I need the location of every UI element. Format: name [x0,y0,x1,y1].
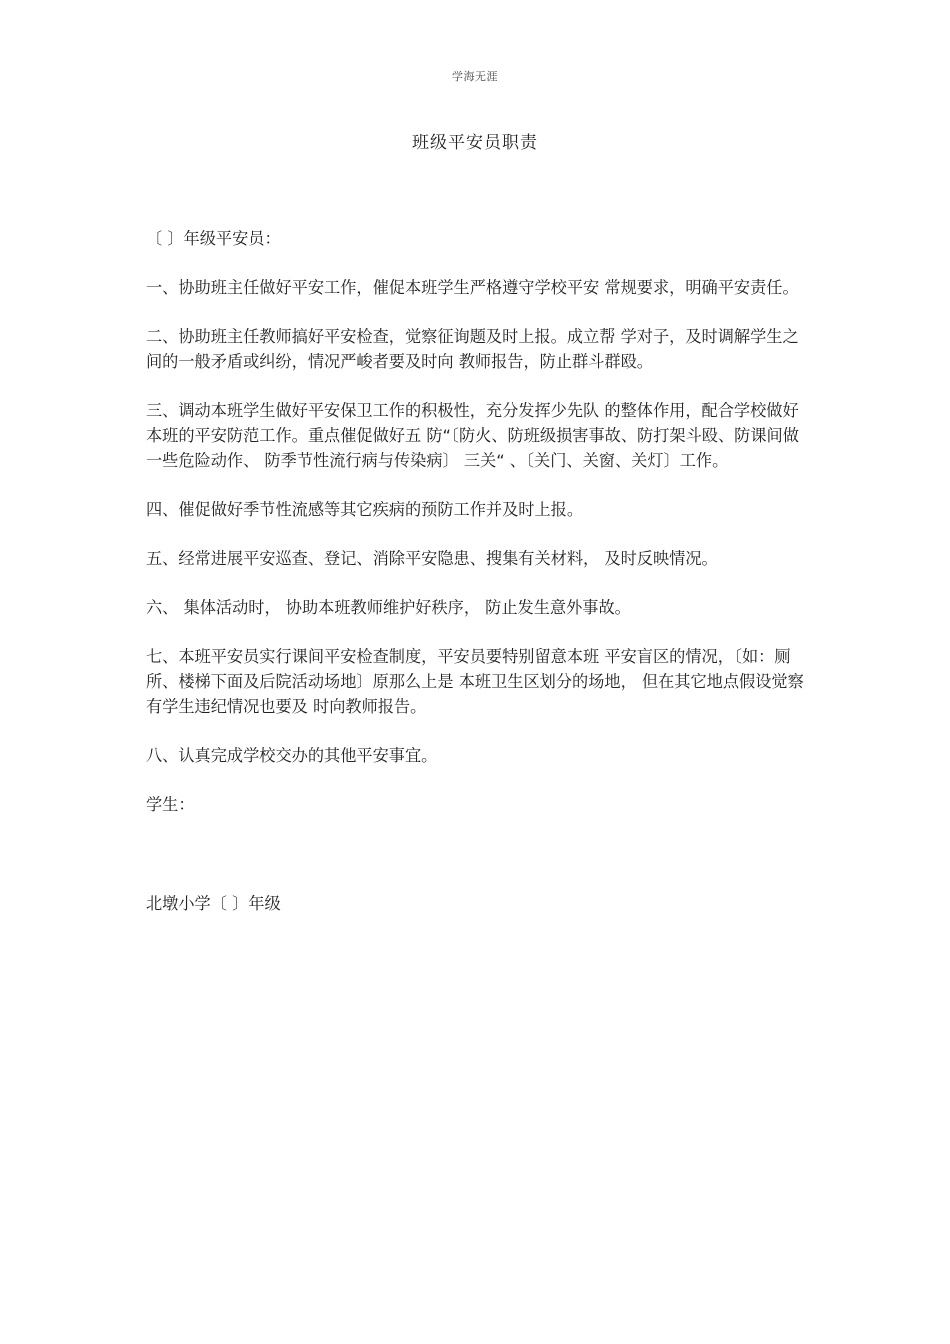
duty-item-6: 六、 集体活动时， 协助本班教师维护好秩序， 防止发生意外事故。 [146,598,631,617]
duty-item-3: 三、调动本班学生做好平安保卫工作的积极性，充分发挥少先队 的整体作用，配合学校做好本班的平安防范工作。重点催促做好五 防“〔防火、防班级损害事故、防打架斗殴、防课间做一些危险动作、 防季节性流行病与传染病〕 三关“ 、〔关门、关窗、关灯〕工作。 [146,401,799,470]
document-body [146,226,808,916]
student-label: 学生： [146,795,195,814]
duty-item-4: 四、催促做好季节性流感等其它疾病的预防工作并及时上报。 [146,500,584,519]
page-header: 学海无涯 [452,70,498,83]
document-title: 班级平安员职责 [412,133,538,153]
duty-item-1: 一、协助班主任做好平安工作，催促本班学生严格遵守学校平安 常规要求，明确平安责任。 [146,278,799,297]
grade-line: 〔 〕年级平安员： [146,229,281,248]
duty-item-7: 七、本班平安员实行课间平安检查制度，平安员要特别留意本班 平安盲区的情况，〔如：厕所、楼梯下面及后院活动场地〕原那么上是 本班卫生区划分的场地， 但在其它地点假设觉察有学生违纪情况也要及 时向教师报告。 [146,647,804,716]
school-line: 北墩小学〔 〕年级 [146,894,281,913]
duty-item-5: 五、经常进展平安巡查、登记、消除平安隐患、搜集有关材料， 及时反映情况。 [146,549,718,568]
duty-item-2: 二、协助班主任教师搞好平安检查，觉察征询题及时上报。成立帮 学对子，及时调解学生之间的一般矛盾或纠纷，情况严峻者要及时向 教师报告，防止群斗群殴。 [146,327,799,371]
duty-item-8: 八、认真完成学校交办的其他平安事宜。 [146,746,438,765]
